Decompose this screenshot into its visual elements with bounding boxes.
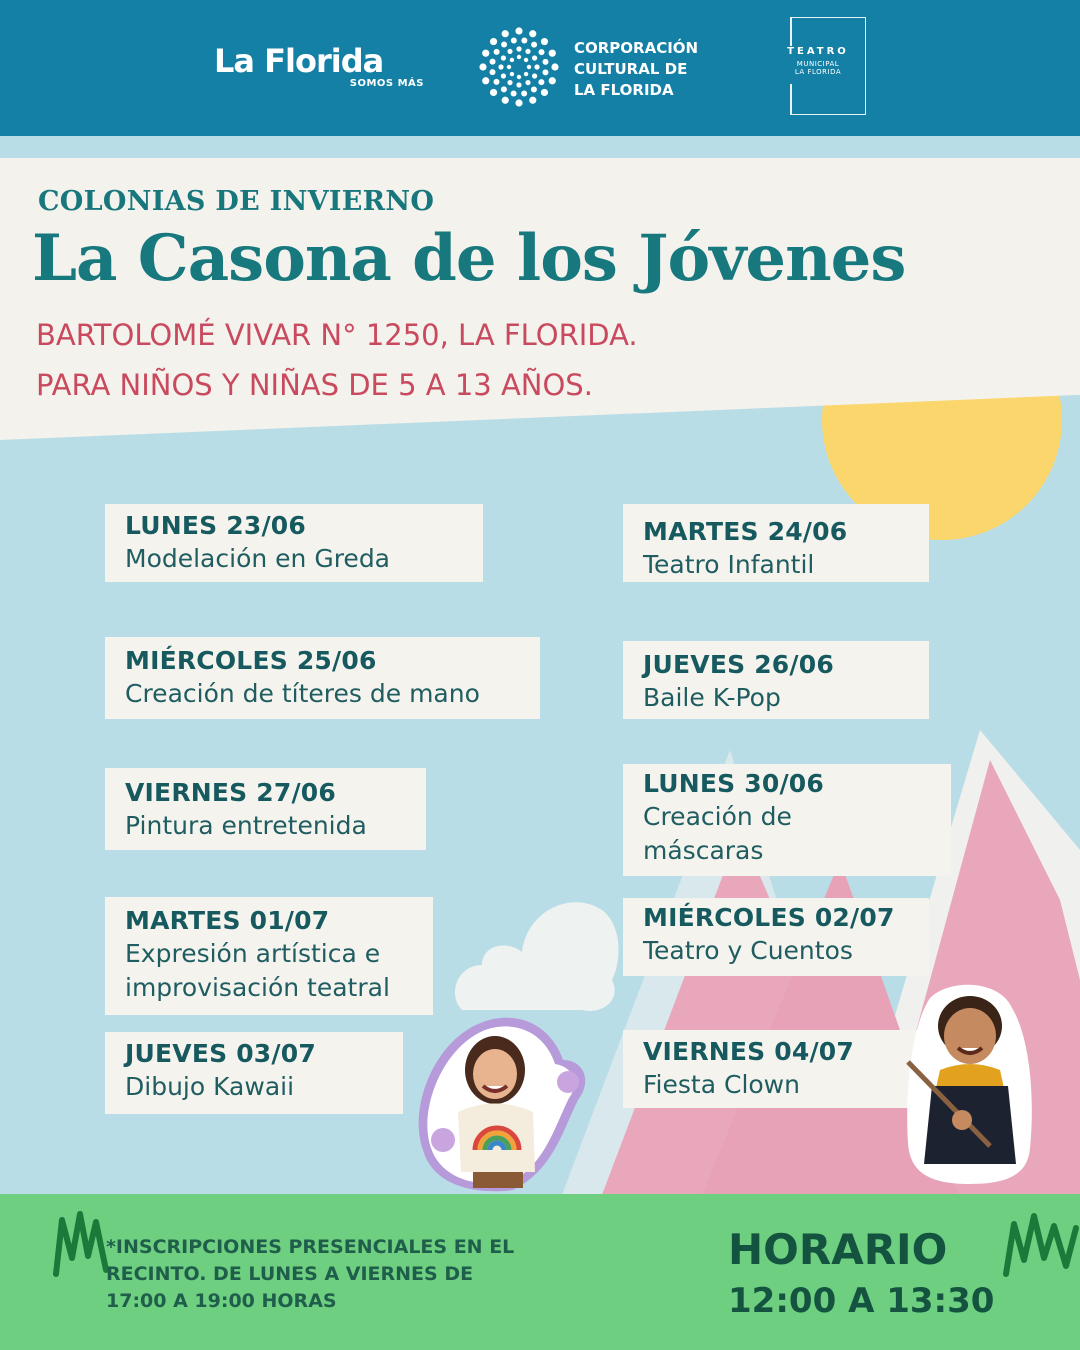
burst-dot	[538, 79, 544, 85]
burst-dot	[515, 99, 522, 106]
burst-dot	[521, 38, 527, 44]
burst-dot	[482, 50, 489, 57]
schedule-activity: Fiesta Clown	[643, 1070, 800, 1099]
burst-dot	[490, 89, 497, 96]
burst-dot	[525, 49, 530, 54]
burst-dot	[507, 80, 512, 85]
schedule-card	[623, 1030, 929, 1108]
schedule-card	[623, 898, 929, 976]
schedule-activity: improvisación teatral	[125, 973, 390, 1002]
burst-dot	[507, 49, 512, 54]
burst-dot	[549, 50, 556, 57]
burst-dot	[516, 46, 521, 51]
burst-dot	[531, 42, 537, 48]
burst-dot	[501, 73, 506, 78]
corp-line: CULTURAL DE	[574, 60, 688, 78]
event-kicker: COLONIAS DE INVIERNO	[38, 186, 435, 217]
schedule-activity: Creación de	[643, 802, 792, 831]
schedule-card	[623, 764, 951, 876]
burst-dot	[549, 77, 556, 84]
boy-illustration	[900, 978, 1040, 1184]
burst-dot	[516, 82, 521, 87]
burst-dot	[489, 69, 495, 75]
schedule-activity: máscaras	[643, 836, 764, 865]
burst-dot	[490, 38, 497, 45]
burst-dot	[541, 38, 548, 45]
burst-dot	[515, 27, 522, 34]
schedule-activity: Expresión artística e	[125, 939, 381, 968]
schedule-day: MIÉRCOLES 02/07	[643, 903, 895, 932]
burst-dot	[531, 87, 537, 93]
burst-dot	[517, 55, 521, 59]
schedule-activity: Dibujo Kawaii	[125, 1072, 295, 1101]
schedule-day: VIERNES 27/06	[125, 778, 336, 807]
schedule-day: LUNES 30/06	[643, 769, 824, 798]
corp-line: LA FLORIDA	[574, 81, 674, 99]
corp-line: CORPORACIÓN	[574, 39, 699, 57]
teatro-subtitle	[782, 60, 854, 76]
burst-dot	[482, 77, 489, 84]
schedule-day: MARTES 01/07	[125, 906, 330, 935]
burst-dot	[494, 49, 500, 55]
burst-dot	[543, 59, 549, 65]
schedule-card	[623, 641, 929, 719]
schedule-day: LUNES 23/06	[125, 511, 306, 540]
schedule-card	[623, 504, 929, 582]
schedule-card	[105, 637, 540, 719]
corporacion-burst-icon	[478, 26, 560, 108]
teatro-title: TEATRO	[787, 46, 849, 57]
burst-dot	[521, 91, 527, 97]
note-line: *INSCRIPCIONES PRESENCIALES EN EL	[106, 1236, 515, 1258]
burst-dot	[498, 64, 503, 69]
schedule-day: MIÉRCOLES 25/06	[125, 646, 377, 675]
registration-note	[106, 1234, 586, 1315]
squiggle-right-icon	[1000, 1208, 1080, 1278]
burst-dot	[502, 97, 509, 104]
la-florida-logo	[214, 44, 426, 90]
teatro-sub-line: MUNICIPAL	[796, 60, 840, 68]
schedule-hours-label: HORARIO	[728, 1225, 948, 1274]
schedule-card	[105, 897, 433, 1015]
logo-sub-text: SOMOS MÁS	[349, 78, 424, 89]
schedule-card	[105, 504, 483, 582]
burst-dot	[539, 49, 545, 55]
schedule-day: MARTES 24/06	[643, 517, 848, 546]
burst-dot	[493, 79, 499, 85]
teatro-municipal-logo	[787, 17, 866, 115]
burst-dot	[534, 64, 539, 69]
schedule-day: JUEVES 26/06	[643, 650, 834, 679]
burst-dot	[525, 80, 530, 85]
burst-dot	[490, 59, 496, 65]
note-line: 17:00 A 19:00 HORAS	[106, 1290, 337, 1312]
schedule-activity: Pintura entretenida	[125, 811, 367, 840]
schedule-activity: Teatro Infantil	[643, 550, 815, 579]
burst-dot	[551, 63, 558, 70]
burst-dot	[529, 97, 536, 104]
burst-dot	[501, 41, 507, 47]
logo-main-text: La Florida	[214, 42, 384, 80]
burst-dot	[511, 37, 517, 43]
teatro-sub-line: LA FLORIDA	[794, 68, 842, 76]
squiggle-left-icon	[52, 1208, 110, 1278]
burst-dot	[532, 73, 537, 78]
note-line: RECINTO. DE LUNES A VIERNES DE	[106, 1263, 474, 1285]
schedule-card	[105, 768, 426, 850]
burst-dot	[501, 55, 506, 60]
event-address: BARTOLOMÉ VIVAR N° 1250, LA FLORIDA.	[36, 318, 638, 352]
burst-dot	[532, 55, 537, 60]
burst-dot	[542, 69, 548, 75]
burst-dot	[479, 63, 486, 70]
schedule-day: JUEVES 03/07	[125, 1039, 316, 1068]
burst-dot	[511, 90, 517, 96]
burst-dot	[517, 75, 521, 79]
burst-dot	[507, 65, 511, 69]
burst-dot	[527, 65, 531, 69]
event-audience: PARA NIÑOS Y NIÑAS DE 5 A 13 AÑOS.	[36, 368, 593, 402]
schedule-hours-time: 12:00 A 13:30	[728, 1281, 995, 1321]
schedule-activity: Modelación en Greda	[125, 544, 391, 573]
burst-dot	[541, 89, 548, 96]
corporacion-logo-text	[574, 38, 734, 101]
burst-dot	[502, 30, 509, 37]
burst-dot	[529, 30, 536, 37]
schedule-day: VIERNES 04/07	[643, 1037, 854, 1066]
burst-dot	[524, 72, 528, 76]
burst-dot	[510, 72, 514, 76]
schedule-card	[105, 1032, 403, 1114]
burst-dot	[524, 58, 528, 62]
schedule-activity: Teatro y Cuentos	[643, 936, 853, 965]
burst-dot	[501, 86, 507, 92]
schedule-activity: Baile K-Pop	[643, 683, 781, 712]
page-title: La Casona de los Jóvenes	[32, 221, 906, 296]
burst-dot	[510, 58, 514, 62]
girl-illustration	[403, 1000, 593, 1192]
schedule-activity: Creación de títeres de mano	[125, 679, 480, 708]
